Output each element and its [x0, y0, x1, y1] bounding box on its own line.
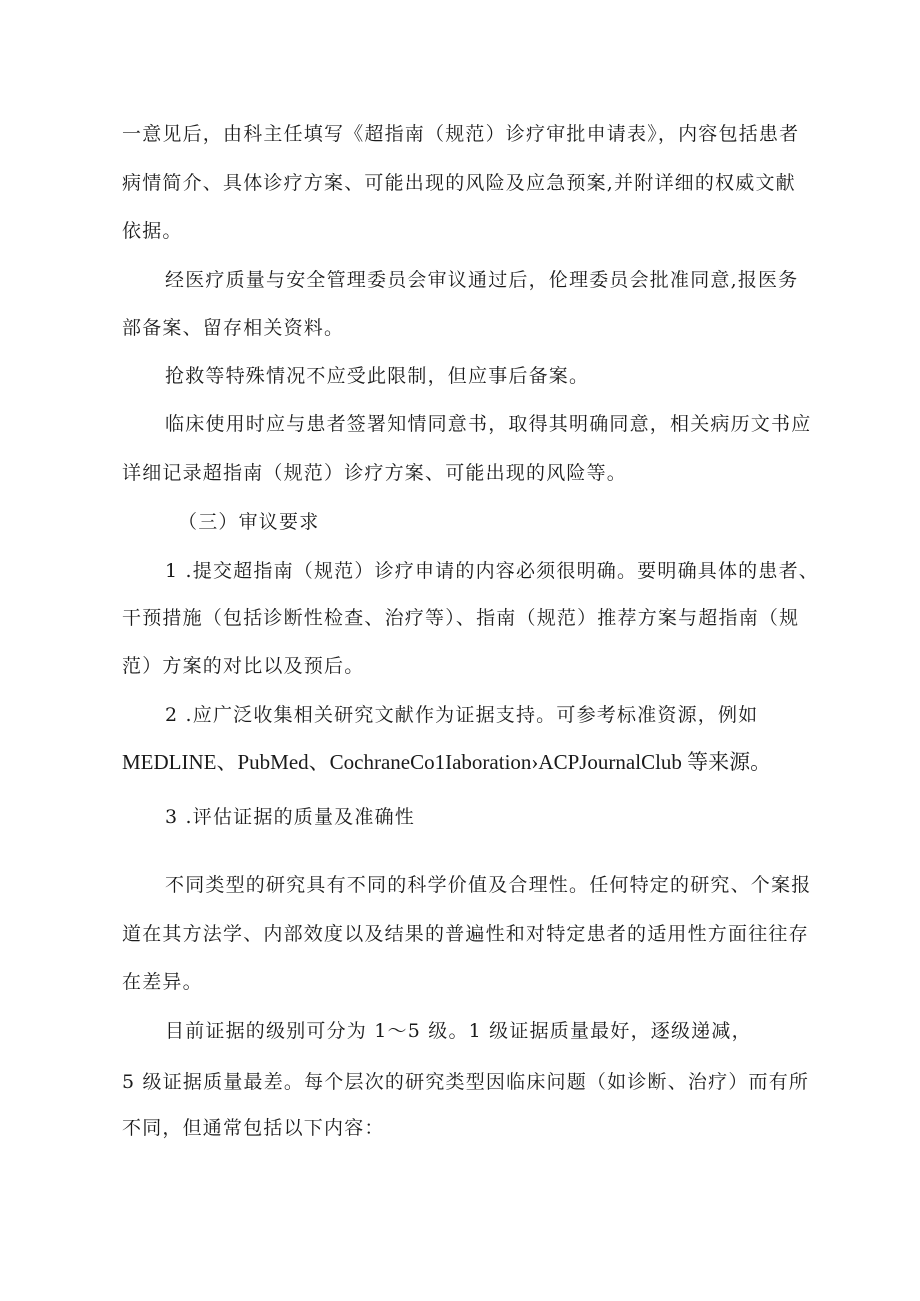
text-line-19: 目前证据的级别可分为 1～5 级。1 级证据质量最好，逐级递减， — [165, 1020, 752, 1042]
text-line-16: 不同类型的研究具有不同的科学价值及合理性。任何特定的研究、个案报 — [165, 874, 812, 896]
text-line-15: 3 .评估证据的质量及准确性 — [165, 806, 415, 828]
text-line-20: 5 级证据质量最差。每个层次的研究类型因临床问题（如诊断、治疗）而有所 — [122, 1071, 810, 1093]
text-line-14: MEDLINE、PubMed、CochraneCo1Iaboration›ACPJournalClub 等来源。 — [122, 750, 772, 774]
text-line-17: 道在其方法学、内部效度以及结果的普遍性和对特定患者的适用性方面往往存 — [122, 923, 809, 945]
text-line-8: 详细记录超指南（规范）诊疗方案、可能出现的风险等。 — [122, 462, 628, 484]
text-line-1: 一意见后，由科主任填写《超指南（规范）诊疗审批申请表》，内容包括患者 — [122, 123, 800, 145]
text-line-18: 在差异。 — [122, 971, 203, 993]
text-line-6: 抢救等特殊情况不应受此限制，但应事后备案。 — [165, 365, 590, 387]
text-line-10: 1 .提交超指南（规范）诊疗申请的内容必须很明确。要明确具体的患者、 — [165, 560, 819, 582]
text-line-11: 干预措施（包括诊断性检查、治疗等）、指南（规范）推荐方案与超指南（规 — [122, 607, 800, 629]
text-line-4: 经医疗质量与安全管理委员会审议通过后，伦理委员会批准同意,报医务 — [165, 269, 799, 291]
text-line-21: 不同，但通常包括以下内容： — [122, 1117, 385, 1139]
text-line-7: 临床使用时应与患者签署知情同意书，取得其明确同意，相关病历文书应 — [165, 413, 812, 435]
text-line-2: 病情简介、具体诊疗方案、可能出现的风险及应急预案,并附详细的权威文献 — [122, 172, 796, 194]
text-line-12: 范）方案的对比以及预后。 — [122, 655, 365, 677]
text-line-3: 依据。 — [122, 220, 183, 242]
text-line-13: 2 .应广泛收集相关研究文献作为证据支持。可参考标准资源，例如 — [165, 704, 759, 726]
section-heading: （三）审议要求 — [178, 511, 320, 533]
text-line-5: 部备案、留存相关资料。 — [122, 317, 345, 339]
